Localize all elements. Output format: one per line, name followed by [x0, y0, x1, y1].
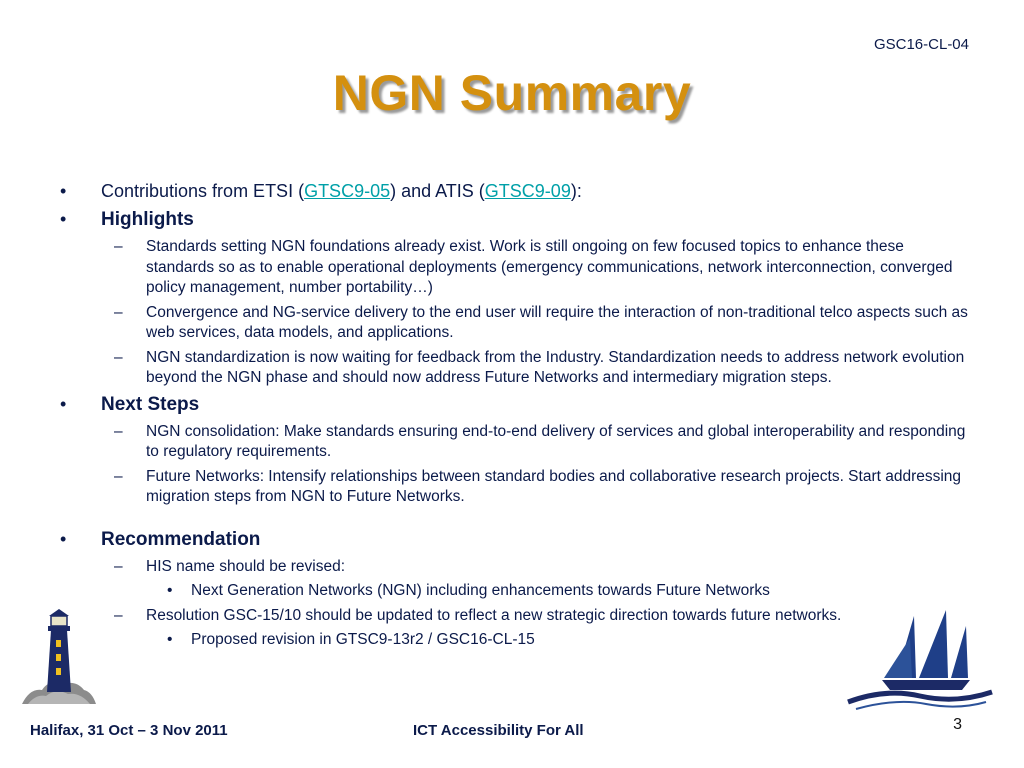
atis-link[interactable]: GTSC9-09	[484, 181, 571, 201]
list-item	[60, 422, 970, 463]
lighthouse-icon	[20, 608, 98, 708]
bullet-marker: •	[167, 631, 173, 648]
footer-theme: ICT Accessibility For All	[413, 722, 584, 739]
list-item	[60, 348, 970, 389]
next-step-item-text: Future Networks: Intensify relationships between standard bodies and collaborative research projects. Start addressing migration steps from NGN to Future Networks.	[146, 467, 962, 505]
dash-marker: –	[114, 606, 123, 624]
list-item	[60, 630, 970, 651]
dash-marker: –	[114, 422, 123, 440]
bullet-marker: •	[60, 181, 67, 201]
slide-content	[60, 180, 970, 655]
bullet-highlights	[60, 208, 970, 231]
bullet-contributions	[60, 180, 970, 202]
page-number: 3	[953, 716, 962, 733]
highlight-item-text: Standards setting NGN foundations already exist. Work is still ongoing on few focused topics to enhance these standards so as to enable operational deployments (emergency communications, network interconnection, converged policy management, number portability…)	[146, 238, 953, 296]
dash-marker: –	[114, 348, 123, 366]
list-item	[60, 581, 970, 602]
highlight-item-text: Convergence and NG-service delivery to the end user will require the interaction of non-traditional telco aspects such as web services, data models, and applications.	[146, 303, 968, 341]
list-item	[60, 467, 970, 508]
recommendation-heading: Recommendation	[101, 528, 261, 550]
highlight-item-text: NGN standardization is now waiting for feedback from the Industry. Standardization needs to address network evolution beyond the NGN phase and should now address Future Networks and intermediary migration steps.	[146, 348, 965, 386]
contributions-middle: ) and ATIS (	[390, 181, 485, 201]
dash-marker: –	[114, 303, 123, 321]
next-steps-heading: Next Steps	[101, 393, 200, 415]
footer-location-date: Halifax, 31 Oct – 3 Nov 2011	[30, 722, 228, 739]
recommendation-subitem-text: Proposed revision in GTSC9-13r2 / GSC16-CL-15	[191, 631, 535, 648]
bullet-marker: •	[60, 393, 67, 414]
etsi-link[interactable]: GTSC9-05	[304, 181, 391, 201]
document-id: GSC16-CL-04	[873, 36, 969, 53]
recommendation-item-text: Resolution GSC-15/10 should be updated to reflect a new strategic direction towards future networks.	[146, 606, 842, 624]
dash-marker: –	[114, 557, 123, 575]
recommendation-subitem-text: Next Generation Networks (NGN) including enhancements towards Future Networks	[191, 582, 770, 599]
bullet-marker: •	[167, 582, 173, 599]
bullet-next-steps	[60, 393, 970, 416]
spacer	[60, 512, 970, 528]
dash-marker: –	[114, 238, 123, 255]
list-item	[60, 303, 970, 344]
list-item	[60, 237, 970, 299]
highlights-heading: Highlights	[101, 209, 194, 230]
bullet-marker: •	[60, 209, 67, 229]
bullet-marker: •	[60, 528, 67, 549]
contributions-text	[101, 181, 582, 201]
contributions-prefix: Contributions from ETSI (	[101, 181, 305, 201]
list-item	[60, 606, 970, 627]
slide-title: NGN Summary	[332, 65, 692, 121]
next-step-item-text: NGN consolidation: Make standards ensuring end-to-end delivery of services and global interoperability and responding to regulatory requirements.	[146, 422, 966, 460]
bullet-recommendation	[60, 528, 970, 551]
dash-marker: –	[114, 467, 123, 485]
ship-icon	[846, 608, 994, 714]
contributions-suffix: ):	[570, 181, 582, 201]
list-item	[60, 557, 970, 578]
recommendation-item-text: HIS name should be revised:	[146, 557, 346, 575]
